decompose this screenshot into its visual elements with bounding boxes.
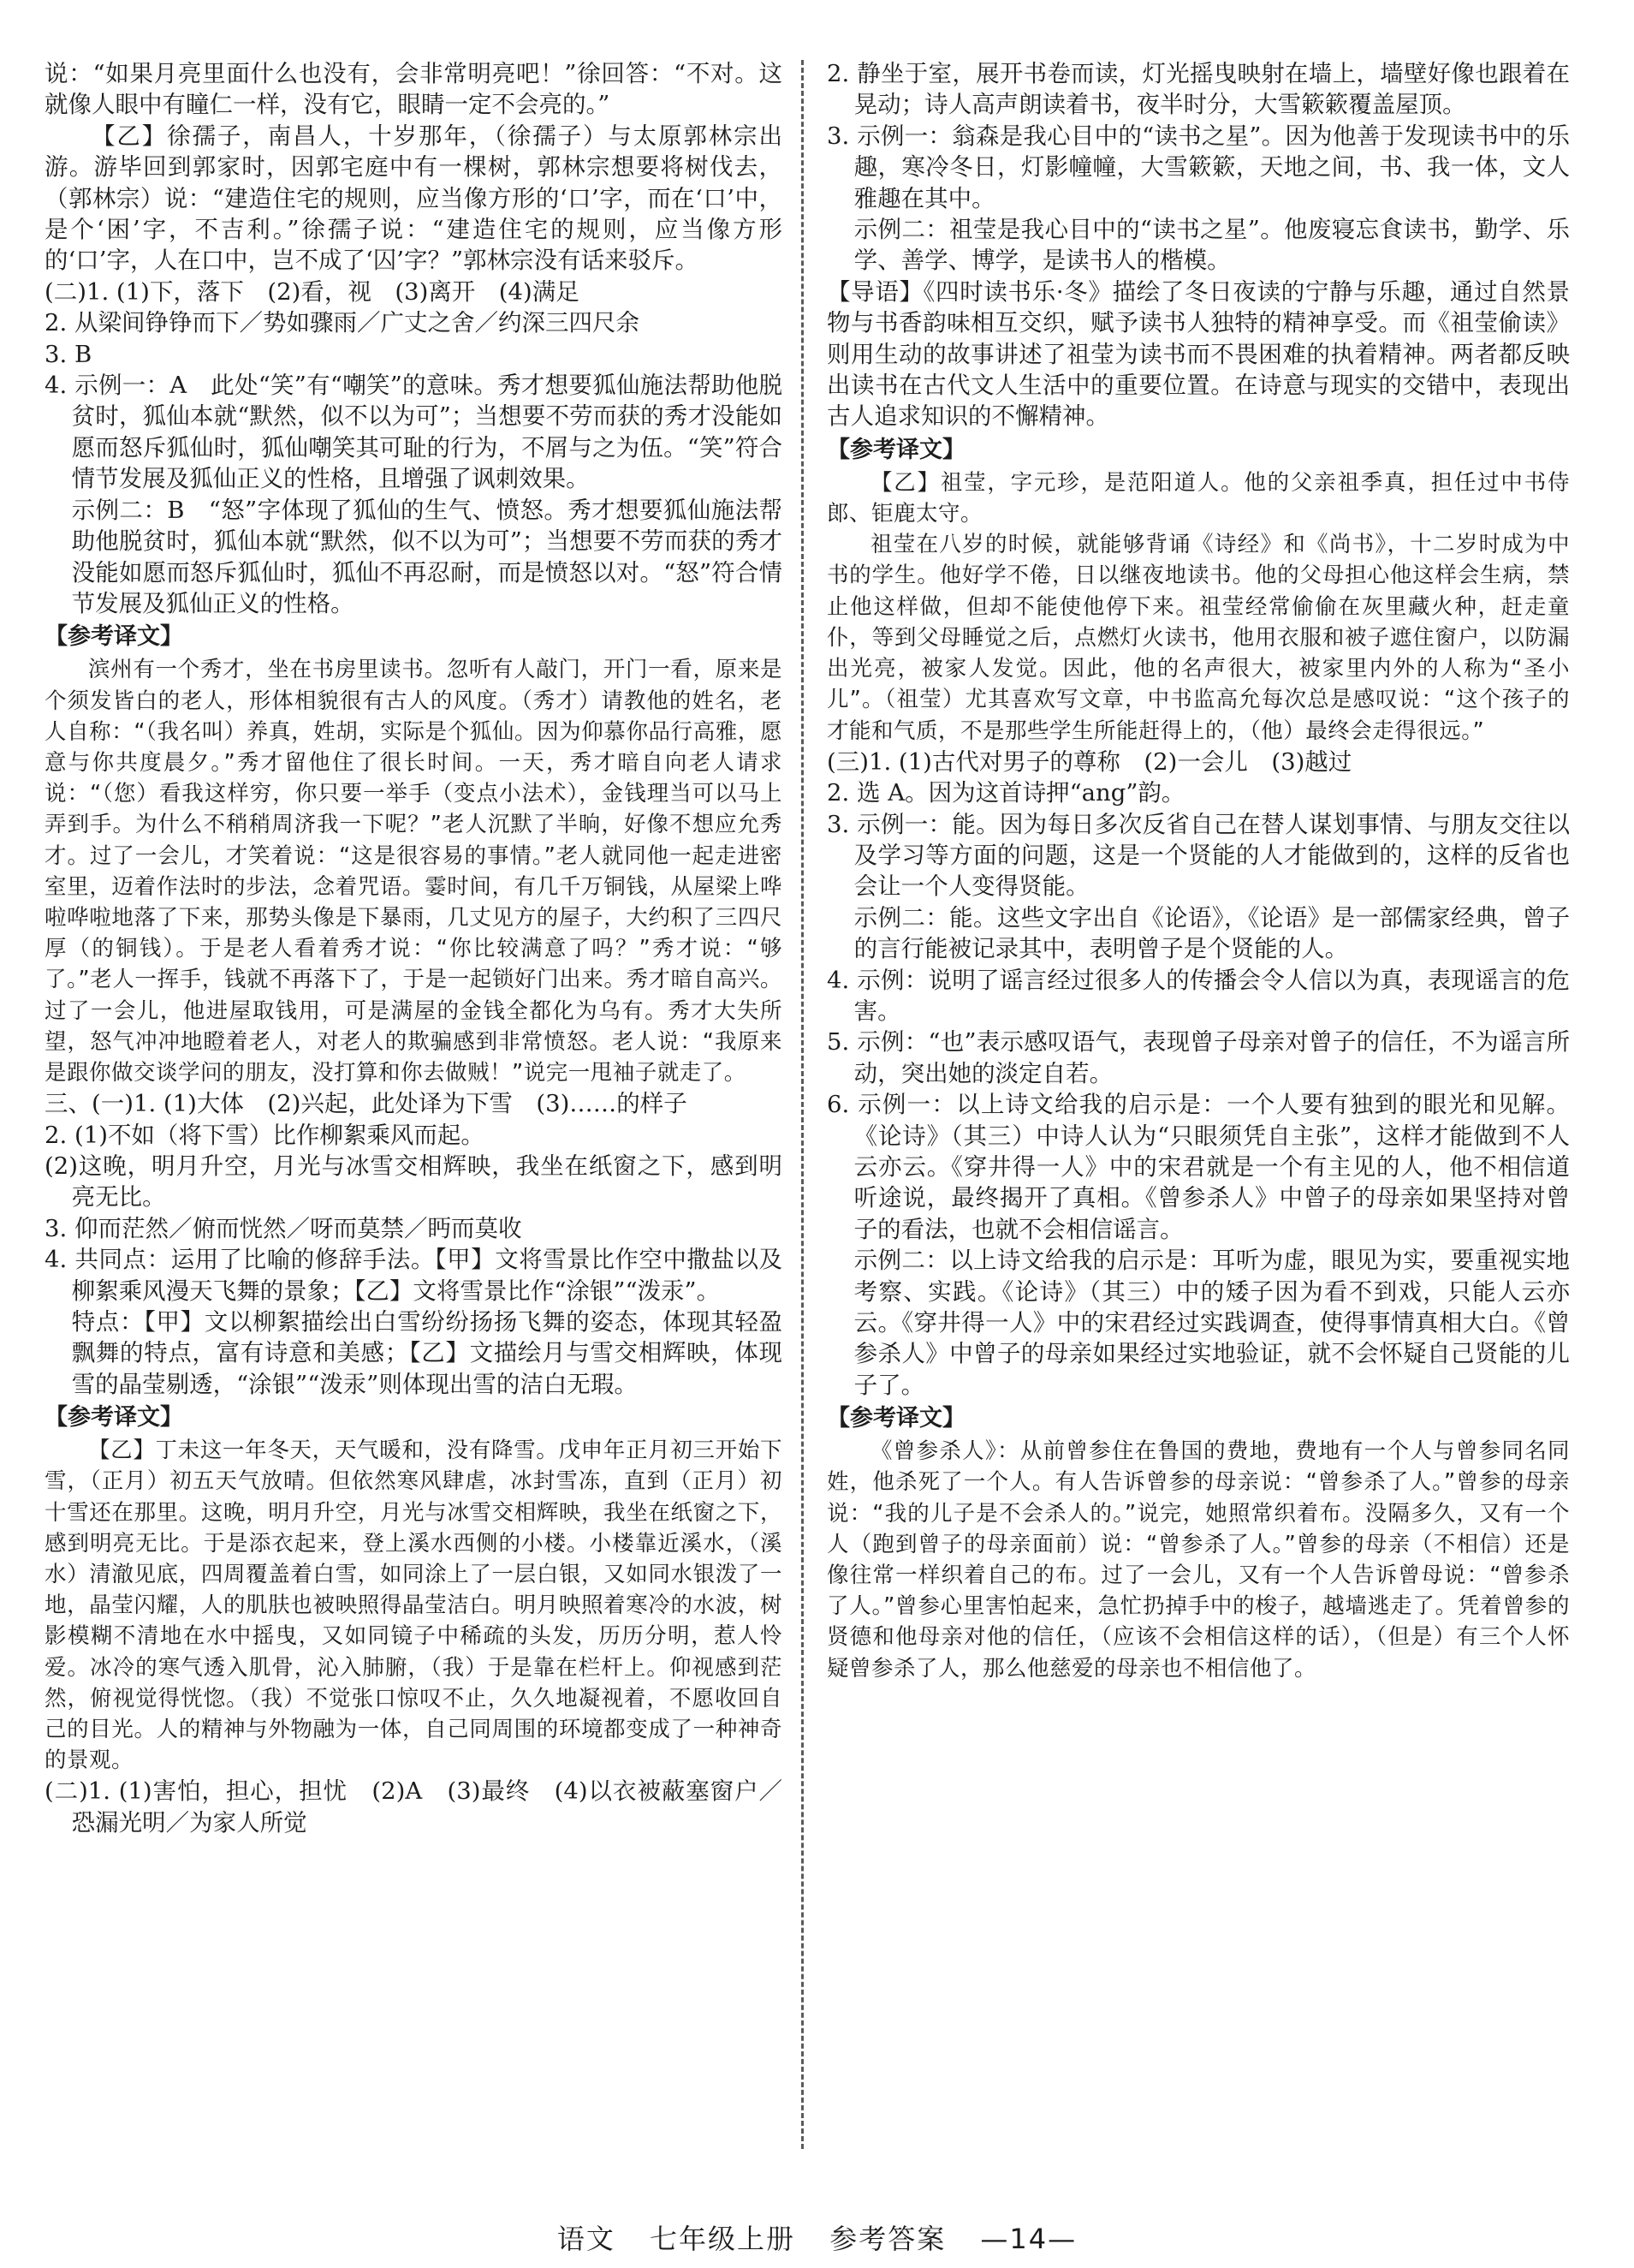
page-footer xyxy=(0,2217,1634,2257)
answer-2-3: 3. B xyxy=(45,340,92,368)
reference-translation-intro: 【乙】祖莹，字元珍，是范阳道人。他的父亲祖季真，担任过中书侍郎、钜鹿太守。 xyxy=(827,469,1570,527)
reference-translation-heading: 【参考译文】 xyxy=(827,436,966,463)
footer-subject: 语文 xyxy=(556,2223,615,2255)
reference-translation-heading: 【参考译文】 xyxy=(45,623,183,651)
answer-2-4-example-1: 4. 示例一：A 此处“笑”有“嘲笑”的意味。秀才想要狐仙施法帮助他脱贫时，狐仙本就“默然，似不以为可”；当想要不劳而获的秀才没能如愿而怒斥狐仙时，狐仙嘲笑其可耻的行为，不屑与之为伍。“笑”符合情节发展及狐仙正义的性格，且增强了讽刺效果。 xyxy=(45,372,782,493)
answer-3c-2: 2. 选 A。因为这首诗押“ang”韵。 xyxy=(827,779,1185,807)
answer-3c-6-example-1: 6. 示例一：以上诗文给我的启示是：一个人要有独到的眼光和见解。《论诗》（其三）中诗人认为“只眼须凭自主张”，这样才能做到不人云亦云。《穿井得一人》中的宋君就是一个有主见的人，他不相信道听途说，最终揭开了真相。《曾参杀人》中曾子的母亲如果坚持对曾子的看法，也就不会相信谣言。 xyxy=(827,1091,1570,1243)
answer-2-4-example-2: 示例二：B “怒”字体现了狐仙的生气、愤怒。秀才想要狐仙施法帮助他脱贫时，狐仙本就“默然，似不以为可”；当想要不劳而获的秀才没能如愿而怒斥狐仙时，狐仙不再忍耐，而是愤怒以对。“怒”符合情节发展及狐仙正义的性格。 xyxy=(71,496,782,617)
answer-3-2-1: 2. (1)不如（将下雪）比作柳絮乘风而起。 xyxy=(45,1121,484,1149)
column-divider xyxy=(801,60,804,2149)
right-column xyxy=(827,58,1570,1684)
reference-translation-text: 《曾参杀人》：从前曾参住在鲁国的费地，费地有一个人与曾参同名同姓，他杀死了一个人。有人告诉曾参的母亲说：“曾参杀了人。”曾参的母亲说：“我的儿子是不会杀人的。”说完，她照常织着布。没隔多久，又有一个人（跑到曾子的母亲面前）说：“曾参杀了人。”曾参的母亲（不相信）还是像往常一样织着自己的布。过了一会儿，又有一个人告诉曾母说：“曾参杀了人。”曾参心里害怕起来，急忙扔掉手中的梭子，越墙逃走了。凭着曾参的贤德和他母亲对他的信任，（应该不会相信这样的话），（但是）有三个人怀疑曾参杀了人，那么他慈爱的母亲也不相信他了。 xyxy=(827,1438,1570,1682)
page-number: —14— xyxy=(980,2223,1078,2255)
answer-3-1: 三、(一)1. (1)大体 (2)兴起，此处译为下雪 (3)……的样子 xyxy=(45,1090,687,1118)
answer-3b-1: (二)1. (1)害怕，担心，担忧 (2)A (3)最终 (4)以衣被蔽塞窗户／恐漏光明／为家人所觉 xyxy=(45,1777,782,1836)
reference-translation-text: 祖莹在八岁的时候，就能够背诵《诗经》和《尚书》，十二岁时成为中书的学生。他好学不倦，日以继夜地读书。他的父母担心他这样会生病，禁止他这样做，但却不能使他停下来。祖莹经常偷偷在灰里藏火种，赶走童仆，等到父母睡觉之后，点燃灯火读书，他用衣服和被子遮住窗户，以防漏出光亮，被家人发觉。因此，他的名声很大，被家里内外的人称为“圣小儿”。（祖莹）尤其喜欢写文章，中书监高允每次总是感叹说：“这个孩子的才能和气质，不是那些学生所能赶得上的，（他）最终会走得很远。” xyxy=(827,532,1570,744)
answer-2-2: 2. 从梁间铮铮而下／势如骤雨／广丈之舍／约深三四尺余 xyxy=(45,309,639,337)
guide-text: 【导语】《四时读书乐·冬》描绘了冬日夜读的宁静与乐趣，通过自然景物与书香韵味相互交织，赋予读书人独特的精神享受。而《祖莹偷读》则用生动的故事讲述了祖莹为读书而不畏困难的执着精神。两者都反映出读书在古代文人生活中的重要位置。在诗意与现实的交错中，表现出古人追求知识的不懈精神。 xyxy=(827,277,1570,431)
left-column xyxy=(45,58,782,1838)
footer-grade: 七年级上册 xyxy=(650,2223,796,2255)
reference-translation-heading: 【参考译文】 xyxy=(45,1404,183,1432)
answer-3c-4: 4. 示例：说明了谣言经过很多人的传播会令人信以为真，表现谣言的危害。 xyxy=(827,966,1570,1025)
answer-3b-3-example-1: 3. 示例一：翁森是我心目中的“读书之星”。因为他善于发现读书中的乐趣，寒冷冬日，灯影幢幢，大雪簌簌，天地之间，书、我一体，文人雅趣在其中。 xyxy=(827,122,1570,212)
answer-3-2-2: (2)这晚，明月升空，月光与冰雪交相辉映，我坐在纸窗之下，感到明亮无比。 xyxy=(45,1152,782,1211)
reference-translation-heading: 【参考译文】 xyxy=(827,1405,966,1432)
footer-label: 参考答案 xyxy=(829,2223,947,2255)
answer-3-4-features: 特点：【甲】文以柳絮描绘出白雪纷纷扬扬飞舞的姿态，体现其轻盈飘舞的特点，富有诗意和美感；【乙】文描绘月与雪交相辉映，体现雪的晶莹剔透，“涂银”“泼汞”则体现出雪的洁白无瑕。 xyxy=(71,1308,782,1398)
answer-2-1: (二)1. (1)下，落下 (2)看，视 (3)离开 (4)满足 xyxy=(45,277,579,306)
answer-3-3: 3. 仰而茫然／俯而恍然／呀而莫禁／眄而莫收 xyxy=(45,1214,522,1242)
answer-3b-3-example-2: 示例二：祖莹是我心目中的“读书之星”。他废寝忘食读书，勤学、乐学、善学、博学，是读书人的楷模。 xyxy=(853,216,1570,275)
answer-3c-3-example-1: 3. 示例一：能。因为每日多次反省自己在替人谋划事情、与朋友交往以及学习等方面的问题，这是一个贤能的人才能做到的，这样的反省也会让一个人变得贤能。 xyxy=(827,810,1570,901)
reference-translation-text: 滨州有一个秀才，坐在书房里读书。忽听有人敲门，开门一看，原来是个须发皆白的老人，形体相貌很有古人的风度。（秀才）请教他的姓名，老人自称：“（我名叫）养真，姓胡，实际是个狐仙。因为仰慕你品行高雅，愿意与你共度晨夕。”秀才留他住了很长时间。一天，秀才暗自向老人请求说：“（您）看我这样穷，你只要一举手（变点小法术），金钱理当可以马上弄到手。为什么不稍稍周济我一下呢？”老人沉默了半晌，好像不想应允秀才。过了一会儿，才笑着说：“这是很容易的事情。”老人就同他一起走进密室里，迈着作法时的步法，念着咒语。霎时间，有几千万铜钱，从屋梁上哗啦哗啦地落了下来，那势头像是下暴雨，几丈见方的屋子，大约积了三四尺厚（的铜钱）。于是老人看着秀才说：“你比较满意了吗？”秀才说：“够了。”老人一挥手，钱就不再落下了，于是一起锁好门出来。秀才暗自高兴。过了一会儿，他进屋取钱用，可是满屋的金钱全都化为乌有。秀才大失所望，怒气冲冲地瞪着老人，对老人的欺骗感到非常愤怒。老人说：“我原来是跟你做交谈学问的朋友，没打算和你去做贼！”说完一甩袖子就走了。 xyxy=(45,657,782,1086)
passage-yi-xu-ruzi: 【乙】徐孺子，南昌人，十岁那年，（徐孺子）与太原郭林宗出游。游毕回到郭家时，因郭宅庭中有一棵树，郭林宗想要将树伐去，（郭林宗）说：“建造住宅的规则，应当像方形的‘口’字，而在‘口’中，是个‘困’字，不吉利。”徐孺子说：“建造住宅的规则，应当像方形的‘口’字，人在口中，岂不成了‘囚’字？”郭林宗没有话来驳斥。 xyxy=(45,122,782,275)
answer-3b-2: 2. 静坐于室，展开书卷而读，灯光摇曳映射在墙上，墙壁好像也跟着在晃动；诗人高声朗读着书，夜半时分，大雪簌簌覆盖屋顶。 xyxy=(827,60,1570,119)
reference-translation-text: 【乙】丁未这一年冬天，天气暖和，没有降雪。戊申年正月初三开始下雪，（正月）初五天气放晴。但依然寒风肆虐，冰封雪冻，直到（正月）初十雪还在那里。这晚，明月升空，月光与冰雪交相辉映，我坐在纸窗之下，感到明亮无比。于是添衣起来，登上溪水西侧的小楼。小楼靠近溪水，（溪水）清澈见底，四周覆盖着白雪，如同涂上了一层白银，又如同水银泼了一地，晶莹闪耀，人的肌肤也被映照得晶莹洁白。明月映照着寒冷的水波，树影模糊不清地在水中摇曳，又如同镜子中稀疏的头发，历历分明，惹人怜爱。冰冷的寒气透入肌骨，沁入肺腑，（我）于是靠在栏杆上。仰视感到茫然，俯视觉得恍惚。（我）不觉张口惊叹不止，久久地凝视着，不愿收回自己的目光。人的精神与外物融为一体，自己同周围的环境都变成了一种神奇的景观。 xyxy=(45,1438,782,1774)
answer-3c-5: 5. 示例：“也”表示感叹语气，表现曾子母亲对曾子的信任，不为谣言所动，突出她的淡定自若。 xyxy=(827,1028,1570,1087)
passage-continuation: 说：“如果月亮里面什么也没有，会非常明亮吧！”徐回答：“不对。这就像人眼中有瞳仁一样，没有它，眼睛一定不会亮的。” xyxy=(45,60,782,119)
answer-3c-3-example-2: 示例二：能。这些文字出自《论语》，《论语》是一部儒家经典，曾子的言行能被记录其中，表明曾子是个贤能的人。 xyxy=(853,903,1570,963)
answer-3-4-common: 4. 共同点：运用了比喻的修辞手法。【甲】文将雪景比作空中撒盐以及柳絮乘风漫天飞舞的景象；【乙】文将雪景比作“涂银”“泼汞”。 xyxy=(45,1246,782,1305)
answer-3c-6-example-2: 示例二：以上诗文给我的启示是：耳听为虚，眼见为实，要重视实地考察、实践。《论诗》（其三）中的矮子因为看不到戏，只能人云亦云。《穿井得一人》中的宋君经过实践调查，使得事情真相大白。《曾参杀人》中曾子的母亲如果经过实地验证，就不会怀疑自己贤能的儿子了。 xyxy=(853,1247,1570,1399)
answer-3c-1: (三)1. (1)古代对男子的尊称 (2)一会儿 (3)越过 xyxy=(827,747,1352,776)
